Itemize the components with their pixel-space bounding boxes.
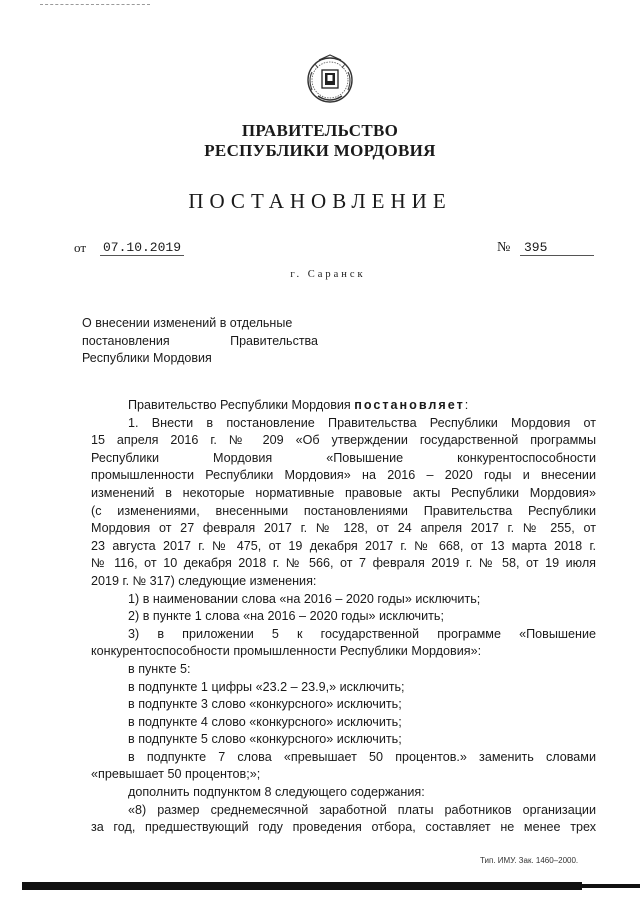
resolution-body — [91, 397, 596, 837]
subject-block — [82, 315, 318, 368]
subject-line — [82, 333, 318, 351]
preamble-text: Правительство Республики Мордовия — [128, 398, 355, 412]
body-line: 3) в приложении 5 к государственной программе «Повышение — [128, 626, 596, 641]
body-line: 15 апреля 2016 г. № 209 «Об утверждении государственной программы — [91, 433, 596, 448]
scan-artifact — [40, 4, 150, 7]
date-label: от — [74, 240, 87, 255]
body-line: промышленности Республики Мордовия» на 2016 – 2020 годы и внесении — [91, 468, 596, 483]
body-line: в пункте 5: — [128, 661, 191, 676]
coat-of-arms-emblem — [300, 52, 360, 108]
city-name: г. Саранск — [290, 269, 366, 280]
body-line: в подпункте 7 слова «превышает 50 процентов.» заменить словами — [128, 749, 596, 764]
body-line: 2) в пункте 1 слова «на 2016 – 2020 годы» исключить; — [128, 609, 444, 624]
body-line: 2019 г. № 317) следующие изменения: — [91, 573, 317, 588]
date-value: 07.10.2019 — [100, 240, 184, 256]
body-line: № 116, от 10 декабря 2018 г. № 566, от 7 февраля 2019 г. № 58, от 19 июля — [91, 556, 596, 571]
subject-word: постановления — [82, 333, 170, 348]
body-line: изменений в некоторые нормативные правовые акты Республики Мордовия» — [91, 485, 596, 500]
document-type-title: ПОСТАНОВЛЕНИЕ — [188, 189, 452, 213]
body-line: в подпункте 1 цифры «23.2 – 23.9,» исключить; — [128, 679, 405, 694]
number-label: № — [497, 240, 511, 255]
print-house-note: Тип. ИМУ. Зак. 1460–2000. — [480, 856, 579, 865]
body-line: 1. Внести в постановление Правительства Республики Мордовия от — [128, 415, 596, 430]
preamble-colon: : — [464, 398, 469, 412]
body-line: в подпункте 5 слово «конкурсного» исключить; — [128, 732, 402, 747]
body-line: «8) размер среднемесячной заработной платы работников организации — [128, 802, 596, 817]
body-line: Республики Мордовия «Повышение конкурентоспособности — [91, 450, 596, 465]
body-line: Мордовия от 27 февраля 2017 г. № 128, от 24 апреля 2017 г. № 255, от — [91, 521, 596, 536]
subject-line: Республики Мордовия — [82, 351, 212, 365]
government-title-line2: РЕСПУБЛИКИ МОРДОВИЯ — [204, 141, 436, 160]
body-line: за год, предшествующий году проведения отбора, составляет не менее трех — [91, 820, 596, 835]
subject-word: Правительства — [230, 333, 318, 348]
body-line: дополнить подпунктом 8 следующего содержания: — [128, 785, 425, 800]
body-line: конкурентоспособности промышленности Республики Мордовия»: — [91, 644, 482, 659]
body-line: 1) в наименовании слова «на 2016 – 2020 годы» исключить; — [128, 591, 481, 606]
government-title-line1: ПРАВИТЕЛЬСТВО — [241, 121, 399, 140]
preamble — [91, 397, 596, 415]
number-value: 395 — [520, 240, 594, 256]
body-line: (с изменениями, внесенными постановлениями Правительства Республики — [91, 503, 596, 518]
preamble-keyword: постановляет — [354, 398, 465, 412]
body-line: в подпункте 3 слово «конкурсного» исключить; — [128, 697, 402, 712]
body-line: «превышает 50 процентов;»; — [91, 767, 261, 782]
body-line: в подпункте 4 слово «конкурсного» исключить; — [128, 714, 402, 729]
scan-bottom-edge — [22, 882, 582, 890]
subject-line: О внесении изменений в отдельные — [82, 316, 293, 330]
body-line: 23 августа 2017 г. № 475, от 19 декабря 2017 г. № 668, от 13 марта 2018 г. — [91, 538, 596, 553]
